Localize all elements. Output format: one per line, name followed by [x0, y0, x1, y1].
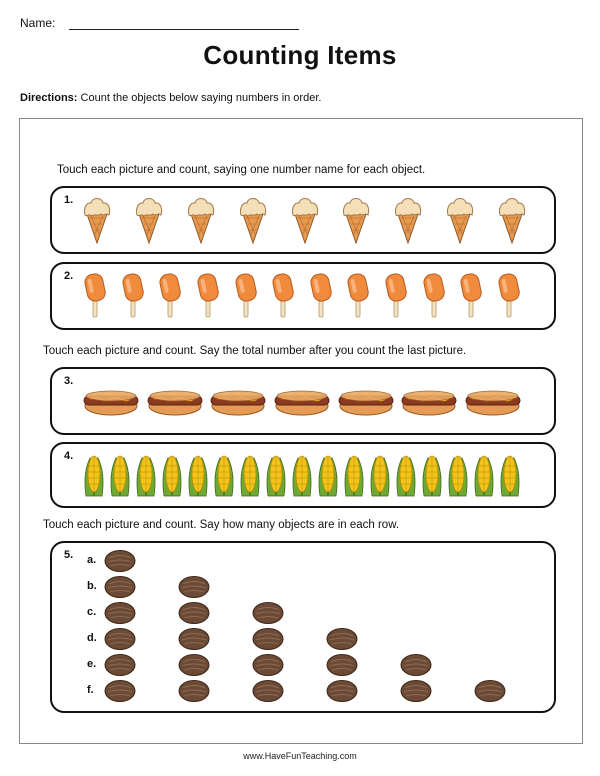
popsicle-icon: [308, 272, 334, 323]
coconut-icon: [104, 601, 136, 630]
coconut-icon: [252, 653, 284, 682]
coconut-icon: [178, 575, 210, 604]
popsicle-icon: [270, 272, 296, 323]
coconut-icon: [178, 627, 210, 656]
row-number-3: 3.: [64, 375, 74, 387]
coconut-icon: [104, 549, 136, 578]
subrow-label: c.: [87, 606, 97, 618]
footer-url: www.HaveFunTeaching.com: [243, 751, 357, 761]
row-box-3: [50, 367, 556, 435]
corn-cob-icon: [264, 452, 288, 503]
row-number-5: 5.: [64, 549, 74, 561]
corn-cob-icon: [498, 452, 522, 503]
hot-dog-icon: [337, 384, 395, 423]
corn-cob-icon: [160, 452, 184, 503]
corn-cob-icon: [446, 452, 470, 503]
row-box-1: [50, 186, 556, 254]
coconut-icon: [104, 575, 136, 604]
ice-cream-cone-icon: [134, 194, 164, 249]
hot-dog-icon: [82, 384, 140, 423]
popsicle-icon: [458, 272, 484, 323]
row-box-5: [50, 541, 556, 713]
coconut-icon: [178, 679, 210, 708]
instruction-2: Touch each picture and count. Say the total number after you count the last picture.: [43, 345, 467, 357]
ice-cream-cone-icon: [186, 194, 216, 249]
row-number-4: 4.: [64, 450, 74, 462]
coconut-icon: [252, 627, 284, 656]
directions-text: Count the objects below saying numbers in order.: [77, 92, 322, 104]
coconut-icon: [104, 653, 136, 682]
corn-cob-icon: [238, 452, 262, 503]
row-box-4: [50, 442, 556, 508]
page-title: Counting Items: [203, 40, 397, 70]
ice-cream-cone-icon: [393, 194, 423, 249]
hot-dog-icon: [209, 384, 267, 423]
row-number-1: 1.: [64, 194, 74, 206]
hot-dog-icon: [400, 384, 458, 423]
ice-cream-cone-icon: [445, 194, 475, 249]
ice-cream-cone-icon: [238, 194, 268, 249]
coconut-icon: [326, 653, 358, 682]
hot-dog-icon: [464, 384, 522, 423]
corn-cob-icon: [316, 452, 340, 503]
coconut-icon: [252, 679, 284, 708]
directions: [20, 92, 321, 104]
corn-cob-icon: [186, 452, 210, 503]
hot-dog-icon: [273, 384, 331, 423]
popsicle-icon: [496, 272, 522, 323]
subrow-label: b.: [87, 580, 97, 592]
coconut-icon: [326, 679, 358, 708]
coconut-icon: [252, 601, 284, 630]
subrow-label: a.: [87, 554, 97, 566]
popsicle-icon: [383, 272, 409, 323]
popsicle-icon: [120, 272, 146, 323]
coconut-icon: [326, 627, 358, 656]
coconut-icon: [104, 627, 136, 656]
popsicle-icon: [233, 272, 259, 323]
corn-cob-icon: [134, 452, 158, 503]
corn-cob-icon: [82, 452, 106, 503]
corn-cob-icon: [108, 452, 132, 503]
coconut-icon: [104, 679, 136, 708]
popsicle-icon: [157, 272, 183, 323]
corn-cob-icon: [290, 452, 314, 503]
corn-cob-icon: [420, 452, 444, 503]
instruction-3: Touch each picture and count. Say how many objects are in each row.: [43, 519, 400, 531]
coconut-icon: [178, 601, 210, 630]
subrow-label: e.: [87, 658, 97, 670]
name-label: Name:: [20, 16, 56, 30]
row-box-2: [50, 262, 556, 330]
corn-cob-icon: [342, 452, 366, 503]
subrow-label: d.: [87, 632, 97, 644]
corn-cob-icon: [472, 452, 496, 503]
directions-label: Directions:: [20, 92, 78, 104]
ice-cream-cone-icon: [341, 194, 371, 249]
row-number-2: 2.: [64, 270, 74, 282]
coconut-icon: [400, 679, 432, 708]
ice-cream-cone-icon: [82, 194, 112, 249]
name-line: [69, 29, 299, 30]
corn-cob-icon: [394, 452, 418, 503]
subrow-label: f.: [87, 684, 94, 696]
coconut-icon: [178, 653, 210, 682]
popsicle-icon: [195, 272, 221, 323]
popsicle-icon: [82, 272, 108, 323]
hot-dog-icon: [146, 384, 204, 423]
ice-cream-cone-icon: [290, 194, 320, 249]
coconut-icon: [400, 653, 432, 682]
instruction-1: Touch each picture and count, saying one number name for each object.: [57, 164, 426, 176]
coconut-icon: [474, 679, 506, 708]
popsicle-icon: [421, 272, 447, 323]
popsicle-icon: [345, 272, 371, 323]
corn-cob-icon: [368, 452, 392, 503]
ice-cream-cone-icon: [497, 194, 527, 249]
corn-cob-icon: [212, 452, 236, 503]
